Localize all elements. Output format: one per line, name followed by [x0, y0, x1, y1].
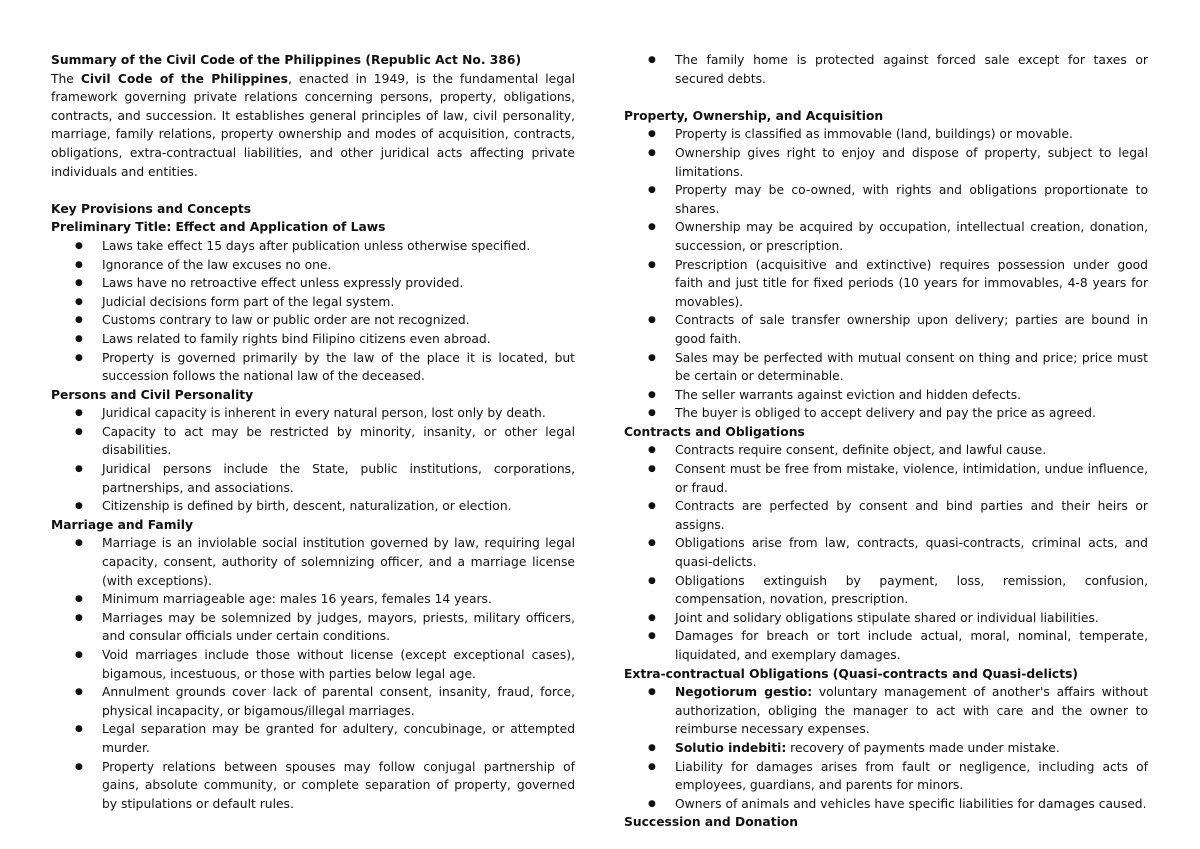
persons-list: [51, 404, 575, 516]
list-item: ● The family home is protected against forced sale except for taxes or secured debts.: [624, 51, 1148, 88]
list-item: ● Property is classified as immovable (land, buildings) or movable.: [624, 125, 1148, 144]
list-item: ● Juridical persons include the State, public institutions, corporations, partnerships, and associations.: [51, 460, 575, 497]
list-item: ● Ownership gives right to enjoy and dispose of property, subject to legal limitations.: [624, 144, 1148, 181]
list-item: ● Liability for damages arises from fault or negligence, including acts of employees, guardians, and parents for minors.: [624, 758, 1148, 795]
list-item: ● Judicial decisions form part of the legal system.: [51, 293, 575, 312]
list-item: ● The seller warrants against eviction and hidden defects.: [624, 386, 1148, 405]
section-heading-extra: Extra-contractual Obligations (Quasi-contracts and Quasi-delicts): [624, 666, 1079, 681]
term-solutio: Solutio indebiti:: [675, 740, 787, 755]
list-item: ● Contracts require consent, definite object, and lawful cause.: [624, 441, 1148, 460]
list-item-negotiorum: [624, 683, 1148, 739]
list-item: ● Property is governed primarily by the law of the place it is located, but succession follows the national law of the deceased.: [51, 349, 575, 386]
document-title: Summary of the Civil Code of the Philippines (Republic Act No. 386): [51, 53, 522, 67]
list-item: ● Obligations arise from law, contracts, quasi-contracts, criminal acts, and quasi-delicts.: [624, 534, 1148, 571]
intro-prefix: The: [51, 71, 81, 86]
left-column: [51, 51, 575, 813]
section-heading-persons: Persons and Civil Personality: [51, 387, 254, 402]
list-item: ● Void marriages include those without license (except exceptional cases), bigamous, incestuous, or those with parties below legal age.: [51, 646, 575, 683]
text-solutio: recovery of payments made under mistake.: [786, 740, 1060, 755]
term-negotiorum: Negotiorum gestio:: [675, 685, 813, 700]
list-item: ● Owners of animals and vehicles have specific liabilities for damages caused.: [624, 795, 1148, 814]
list-item: ● Marriage is an inviolable social institution governed by law, requiring legal capacity, consent, authority of solemnizing officer, and a marriage license (with exceptions).: [51, 534, 575, 590]
key-heading: Key Provisions and Concepts: [51, 201, 252, 216]
list-item: ● Ignorance of the law excuses no one.: [51, 256, 575, 275]
list-item: ● Obligations extinguish by payment, loss, remission, confusion, compensation, novation, prescription.: [624, 572, 1148, 609]
list-item: ● Property may be co-owned, with rights and obligations proportionate to shares.: [624, 181, 1148, 218]
list-item: ● Annulment grounds cover lack of parental consent, insanity, fraud, force, physical incapacity, or bigamous/illegal marriages.: [51, 683, 575, 720]
text-negotiorum: voluntary management of another's affairs without authorization, obliging the manager to act with care and the owner to reimburse necessary expenses.: [675, 685, 1148, 737]
marriage-list: [51, 534, 575, 813]
list-item: ● Prescription (acquisitive and extinctive) requires possession under good faith and just title for fixed periods (10 years for immovables, 4-8 years for movables).: [624, 256, 1148, 312]
list-item: ● Laws related to family rights bind Filipino citizens even abroad.: [51, 330, 575, 349]
list-item-solutio: [624, 739, 1148, 758]
list-item: ● Customs contrary to law or public order are not recognized.: [51, 311, 575, 330]
list-item: ● The buyer is obliged to accept delivery and pay the price as agreed.: [624, 404, 1148, 423]
section-heading-contracts: Contracts and Obligations: [624, 424, 805, 439]
list-item: ● Laws have no retroactive effect unless expressly provided.: [51, 274, 575, 293]
list-item: ● Damages for breach or tort include actual, moral, nominal, temperate, liquidated, and exemplary damages.: [624, 627, 1148, 664]
property-list: [624, 125, 1148, 423]
section-heading-prelim: Preliminary Title: Effect and Application of Laws: [51, 220, 386, 235]
list-item: ● Ownership may be acquired by occupation, intellectual creation, donation, succession, or prescription.: [624, 218, 1148, 255]
right-column: [624, 51, 1148, 832]
section-heading-marriage: Marriage and Family: [51, 517, 193, 532]
intro-paragraph: [51, 70, 575, 182]
list-item: ● Contracts of sale transfer ownership upon delivery; parties are bound in good faith.: [624, 311, 1148, 348]
intro-bold: Civil Code of the Philippines: [80, 71, 288, 86]
list-item: ● Juridical capacity is inherent in every natural person, lost only by death.: [51, 404, 575, 423]
list-item: ● Sales may be perfected with mutual consent on thing and price; price must be certain or determinable.: [624, 349, 1148, 386]
prelim-list: [51, 237, 575, 386]
list-item: ● Marriages may be solemnized by judges, mayors, priests, military officers, and consular officials under certain conditions.: [51, 609, 575, 646]
list-item: ● Legal separation may be granted for adultery, concubinage, or attempted murder.: [51, 720, 575, 757]
list-item: ● Citizenship is defined by birth, descent, naturalization, or election.: [51, 497, 575, 516]
section-heading-property: Property, Ownership, and Acquisition: [624, 108, 884, 123]
extra-list: [624, 683, 1148, 813]
family-home-list: [624, 51, 1148, 88]
section-heading-succession: Succession and Donation: [624, 815, 799, 830]
list-item: ● Laws take effect 15 days after publication unless otherwise specified.: [51, 237, 575, 256]
list-item: ● Minimum marriageable age: males 16 years, females 14 years.: [51, 590, 575, 609]
list-item: ● Joint and solidary obligations stipulate shared or individual liabilities.: [624, 609, 1148, 628]
list-item: ● Capacity to act may be restricted by minority, insanity, or other legal disabilities.: [51, 423, 575, 460]
spacer: [624, 88, 1148, 107]
list-item: ● Contracts are perfected by consent and bind parties and their heirs or assigns.: [624, 497, 1148, 534]
contracts-list: [624, 441, 1148, 664]
list-item: ● Property relations between spouses may follow conjugal partnership of gains, absolute community, or complete separation of property, governed by stipulations or default rules.: [51, 758, 575, 814]
spacer: [51, 181, 575, 200]
intro-rest: , enacted in 1949, is the fundamental legal framework governing private relations concerning persons, property, obligations, contracts, and succession. It establishes general principles of law, civil personality, marriage, family relations, property ownership and modes of acquisition, contracts, obligations, extra-contractual liabilities, and other juridical acts affecting private individuals and entities.: [51, 71, 576, 179]
list-item: ● Consent must be free from mistake, violence, intimidation, undue influence, or fraud.: [624, 460, 1148, 497]
